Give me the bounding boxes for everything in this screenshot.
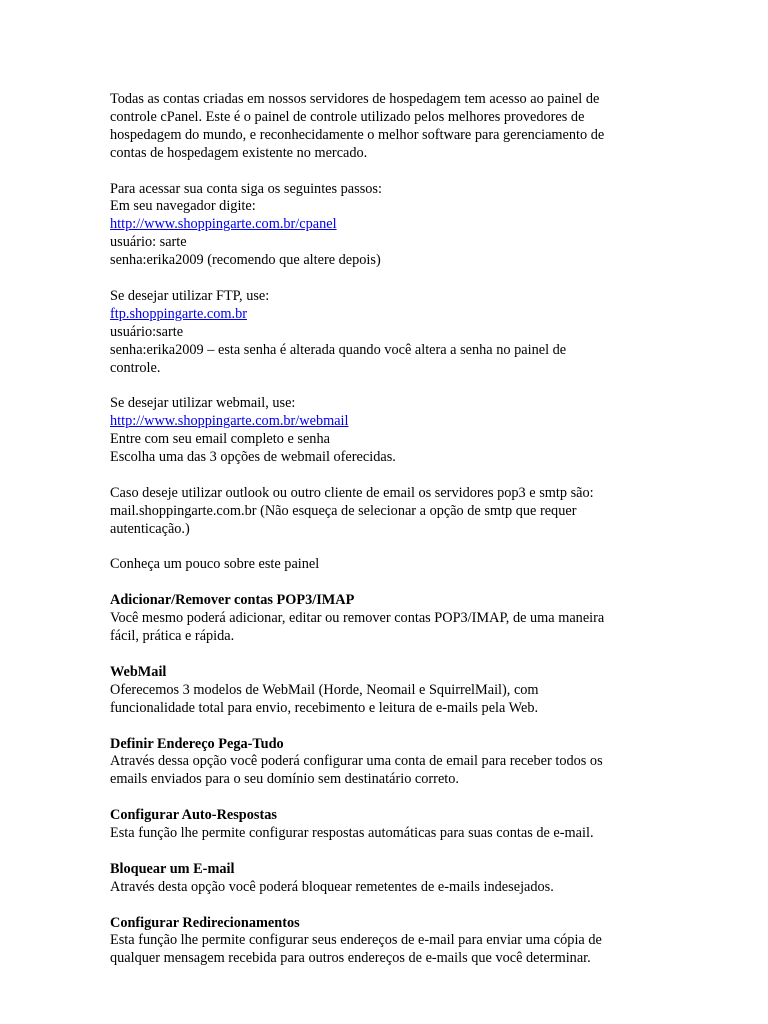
feature-section bbox=[110, 915, 655, 969]
paragraph-gap bbox=[110, 270, 655, 288]
webmail-access-paragraph bbox=[110, 395, 655, 467]
paragraph-gap bbox=[110, 897, 655, 915]
feature-section bbox=[110, 664, 655, 718]
cpanel-access-paragraph bbox=[110, 181, 655, 271]
paragraph-gap bbox=[110, 539, 655, 557]
feature-title: Bloquear um E-mail bbox=[110, 860, 235, 877]
email-client-line: Caso deseje utilizar outlook ou outro cliente de email os servidores pop3 e smtp são: bbox=[110, 484, 594, 501]
paragraph-gap bbox=[110, 789, 655, 807]
ftp-host-link[interactable]: ftp.shoppingarte.com.br bbox=[110, 305, 247, 322]
intro-line: Todas as contas criadas em nossos servidores de hospedagem tem acesso ao painel de bbox=[110, 91, 600, 107]
ftp-password-continued: controle. bbox=[110, 359, 161, 376]
feature-title: WebMail bbox=[110, 663, 167, 680]
feature-title: Configurar Auto-Respostas bbox=[110, 807, 277, 824]
webmail-instruction: Escolha uma das 3 opções de webmail oferecidas. bbox=[110, 449, 396, 466]
panel-intro-paragraph bbox=[110, 556, 655, 574]
email-client-paragraph bbox=[110, 485, 655, 539]
intro-line: controle cPanel. Este é o painel de controle utilizado pelos melhores provedores de bbox=[110, 108, 585, 125]
feature-section bbox=[110, 807, 655, 843]
paragraph-gap bbox=[110, 646, 655, 664]
email-client-line: mail.shoppingarte.com.br (Não esqueça de selecionar a opção de smtp que requer bbox=[110, 502, 577, 519]
ftp-user: usuário:sarte bbox=[110, 323, 184, 340]
paragraph-gap bbox=[110, 574, 655, 592]
intro-line: contas de hospedagem existente no mercado. bbox=[110, 144, 368, 161]
ftp-paragraph bbox=[110, 288, 655, 378]
feature-title: Configurar Redirecionamentos bbox=[110, 914, 300, 931]
paragraph-gap bbox=[110, 163, 655, 181]
feature-description: fácil, prática e rápida. bbox=[110, 628, 235, 645]
feature-description: funcionalidade total para envio, recebimento e leitura de e-mails pela Web. bbox=[110, 699, 539, 716]
feature-section bbox=[110, 861, 655, 897]
cpanel-access-intro: Para acessar sua conta siga os seguintes passos: bbox=[110, 180, 382, 197]
panel-intro-text: Conheça um pouco sobre este painel bbox=[110, 556, 320, 573]
cpanel-url-link[interactable]: http://www.shoppingarte.com.br/cpanel bbox=[110, 216, 337, 233]
paragraph-gap bbox=[110, 843, 655, 861]
feature-description: Através dessa opção você poderá configurar uma conta de email para receber todos os bbox=[110, 753, 603, 770]
feature-description: qualquer mensagem recebida para outros endereços de e-mails que você determinar. bbox=[110, 950, 591, 967]
ftp-intro: Se desejar utilizar FTP, use: bbox=[110, 287, 270, 304]
feature-title: Adicionar/Remover contas POP3/IMAP bbox=[110, 592, 355, 609]
cpanel-user: usuário: sarte bbox=[110, 234, 187, 251]
cpanel-password: senha:erika2009 (recomendo que altere depois) bbox=[110, 252, 381, 269]
feature-description: Esta função lhe permite configurar seus endereços de e-mail para enviar uma cópia de bbox=[110, 932, 602, 949]
webmail-instruction: Entre com seu email completo e senha bbox=[110, 431, 330, 448]
feature-description: Você mesmo poderá adicionar, editar ou remover contas POP3/IMAP, de uma maneira bbox=[110, 610, 605, 627]
webmail-access-intro: Se desejar utilizar webmail, use: bbox=[110, 395, 296, 412]
feature-description: Oferecemos 3 modelos de WebMail (Horde, Neomail e SquirrelMail), com bbox=[110, 681, 539, 698]
document-page bbox=[110, 91, 655, 968]
paragraph-gap bbox=[110, 718, 655, 736]
feature-description: emails enviados para o seu domínio sem destinatário correto. bbox=[110, 771, 459, 788]
ftp-password: senha:erika2009 – esta senha é alterada quando você altera a senha no painel de bbox=[110, 341, 567, 358]
feature-title: Definir Endereço Pega-Tudo bbox=[110, 735, 284, 752]
cpanel-access-instruction: Em seu navegador digite: bbox=[110, 198, 256, 215]
intro-line: hospedagem do mundo, e reconhecidamente o melhor software para gerenciamento de bbox=[110, 126, 605, 143]
paragraph-gap bbox=[110, 467, 655, 485]
webmail-url-link[interactable]: http://www.shoppingarte.com.br/webmail bbox=[110, 413, 349, 430]
feature-description: Esta função lhe permite configurar respostas automáticas para suas contas de e-mail. bbox=[110, 825, 594, 842]
intro-paragraph bbox=[110, 91, 655, 163]
paragraph-gap bbox=[110, 377, 655, 395]
feature-description: Através desta opção você poderá bloquear remetentes de e-mails indesejados. bbox=[110, 878, 554, 895]
feature-section bbox=[110, 736, 655, 790]
feature-section bbox=[110, 592, 655, 646]
email-client-line: autenticação.) bbox=[110, 520, 190, 537]
